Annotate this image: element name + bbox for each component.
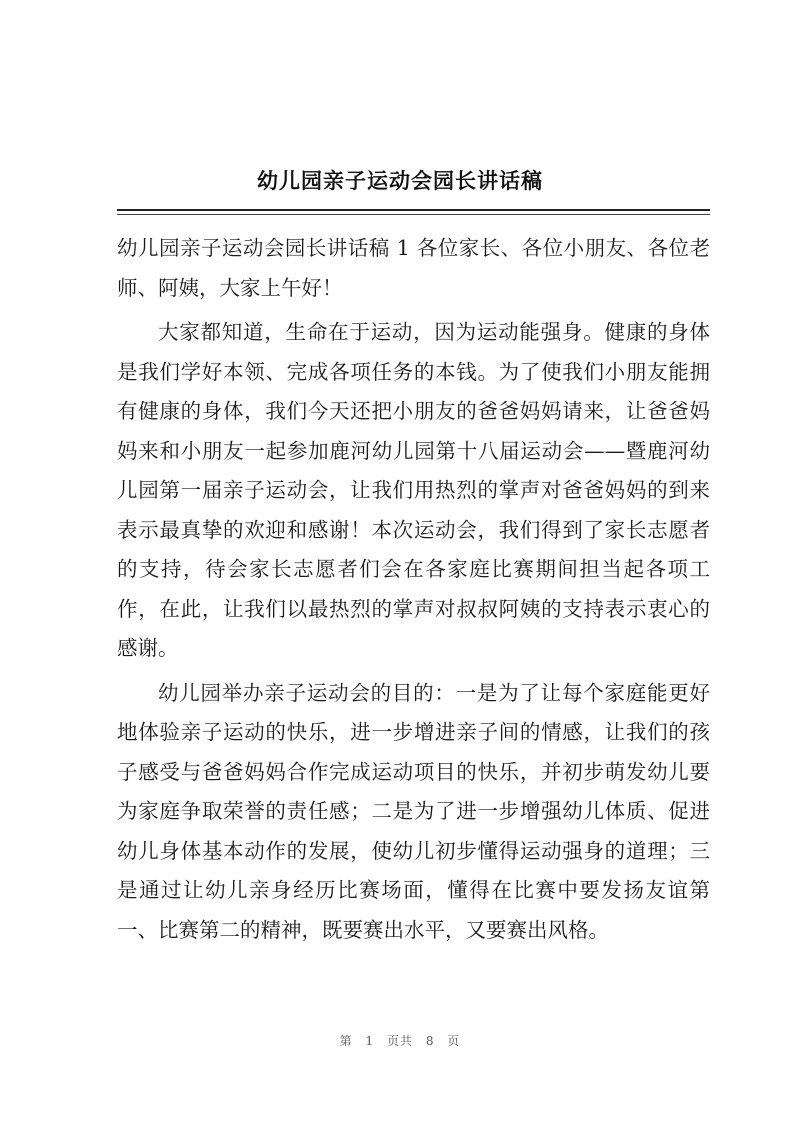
footer-current-page: 1	[365, 1034, 375, 1048]
paragraph-health: 大家都知道，生命在于运动，因为运动能强身。健康的身体是我们学好本领、完成各项任务的本钱。为了使我们小朋友能拥有健康的身体，我们今天还把小朋友的爸爸妈妈请来，让爸爸妈妈来和小朋友一起参加鹿河幼儿园第十八届运动会——暨鹿河幼儿园第一届亲子运动会，让我们用热烈的掌声对爸爸妈妈的到来表示最真挚的欢迎和感谢！本次运动会，我们得到了家长志愿者的支持，待会家长志愿者们会在各家庭比赛期间担当起各项工作，在此，让我们以最热烈的掌声对叔叔阿姨的支持表示衷心的感谢。	[117, 320, 710, 660]
title-rule-thin	[117, 214, 710, 215]
paragraph-purpose: 幼儿园举办亲子运动会的目的：一是为了让每个家庭能更好地体验亲子运动的快乐，进一步增进亲子间的情感，让我们的孩子感受与爸爸妈妈合作完成运动项目的快乐，并初步萌发幼儿要为家庭争取荣誉的责任感；二是为了进一步增强幼儿体质、促进幼儿身体基本动作的发展，使幼儿初步懂得运动强身的道理；三是通过让幼儿亲身经历比赛场面，懂得在比赛中要发扬友谊第一、比赛第二的精神，既要赛出水平，又要赛出风格。	[117, 680, 710, 942]
document-title: 幼儿园亲子运动会园长讲话稿	[257, 169, 543, 193]
title-rule-thick	[117, 209, 710, 211]
footer-suffix: 页	[447, 1034, 461, 1048]
footer-prefix: 第	[339, 1034, 353, 1048]
footer-total-pages: 8	[425, 1034, 435, 1048]
page-footer	[0, 1032, 800, 1049]
document-body	[117, 229, 710, 955]
footer-middle: 页共	[386, 1034, 413, 1048]
paragraph-opening: 幼儿园亲子运动会园长讲话稿 1 各位家长、各位小朋友、各位老师、阿姨，大家上午好！	[117, 236, 710, 300]
